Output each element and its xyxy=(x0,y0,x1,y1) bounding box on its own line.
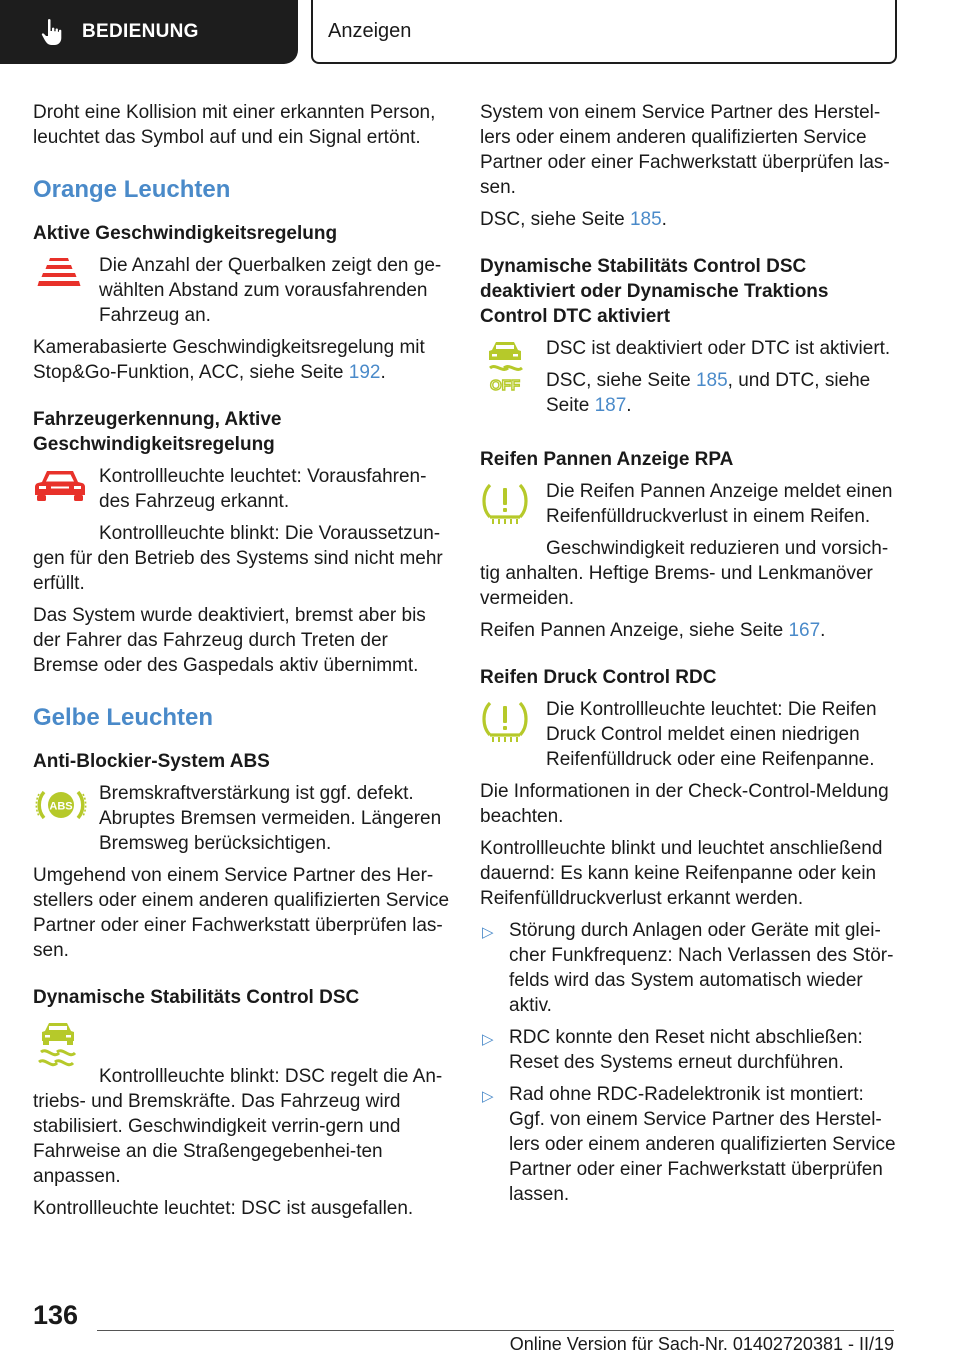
header-topic-tab xyxy=(311,0,897,64)
rdc-description: Die Kontrollleuchte leuchtet: Die Reifen Druck Control meldet einen niedrigen Reifenfülldruck oder eine Reifenpanne. xyxy=(546,699,877,770)
intro-paragraph: Droht eine Kollision mit einer erkannten Person, leuchtet das Symbol auf und ein Signal ertönt. xyxy=(33,102,436,148)
header-section-label: BEDIENUNG xyxy=(82,21,199,42)
footer-version-text: Online Version für Sach-Nr. 01402720381 - II/19 xyxy=(509,1334,894,1354)
rpa-reference: Reifen Pannen Anzeige, siehe Seite 167. xyxy=(480,620,826,641)
dsc-off-icon xyxy=(480,338,530,394)
vehicle-ahead-icon xyxy=(33,466,87,504)
acc-description: Die Anzahl der Querbalken zeigt den ge‐wählten Abstand zum vorausfahrenden Fahrzeug an. xyxy=(99,255,442,326)
rdc-check-control-note: Die Informationen in der Check-Control-Meldung beachten. xyxy=(480,781,889,827)
dsc-off-title: Dynamische Stabilitäts Control DSC deaktiviert oder Dynamische Traktions Control DTC aktiviert xyxy=(480,256,829,327)
vehicle-detection-flashing: Kontrollleuchte blinkt: Die Voraussetzun‐gen für den Betrieb des Systems sind nicht mehr erfüllt. xyxy=(33,523,443,594)
triangle-bullet-icon: ▷ xyxy=(482,1031,494,1048)
page-footer xyxy=(0,1290,960,1362)
header-section-tab xyxy=(0,0,298,64)
header-topic-label: Anzeigen xyxy=(328,19,412,42)
rpa-advice: Geschwindigkeit reduzieren und vorsich‐tig anhalten. Heftige Brems- und Lenkmanöver vermeiden. xyxy=(480,538,889,609)
rdc-cause-list xyxy=(480,918,898,1207)
dsc-failed-note: Kontrollleuchte leuchtet: DSC ist ausgefallen. xyxy=(33,1198,414,1219)
abs-description: Bremskraftverstärkung ist ggf. defekt. Abruptes Bremsen vermeiden. Längeren Bremsweg berücksichtigen. xyxy=(99,783,442,854)
list-item: ▷ Störung durch Anlagen oder Geräte mit glei‐cher Funkfrequenz: Nach Verlassen des Stör‐felds wird das System automatisch wieder aktiv. xyxy=(482,920,894,1016)
vehicle-detection-lit: Kontrollleuchte leuchtet: Vorausfahren‐des Fahrzeug erkannt. xyxy=(99,466,427,512)
rpa-entry xyxy=(480,479,898,536)
acc-page-link[interactable]: 192 xyxy=(348,362,381,383)
dsc-reference: DSC, siehe Seite 185. xyxy=(480,209,667,230)
abs-entry xyxy=(33,781,451,863)
dsc-off-entry xyxy=(480,336,898,425)
tire-pressure-warning-icon xyxy=(480,699,530,745)
dsc-page-link[interactable]: 185 xyxy=(629,209,662,230)
svg-text:OFF: OFF xyxy=(490,377,520,394)
dsc-off-description: DSC ist deaktiviert oder DTC ist aktiviert. xyxy=(546,338,891,359)
acc-entry xyxy=(33,253,451,335)
rdc-entry xyxy=(480,697,898,779)
rdc-flashing-note: Kontrollleuchte blinkt und leuchtet anschließend dauernd: Es kann keine Reifenpanne oder kein Reifenfülldruckverlust erkannt werden. xyxy=(480,838,883,909)
triangle-bullet-icon: ▷ xyxy=(482,924,494,941)
abs-title: Anti-Blockier-System ABS xyxy=(33,751,270,772)
rdc-title: Reifen Druck Control RDC xyxy=(480,667,717,688)
acc-title: Aktive Geschwindigkeitsregelung xyxy=(33,223,338,244)
tire-warning-icon xyxy=(480,481,530,527)
rpa-description: Die Reifen Pannen Anzeige meldet einen Reifenfülldruckverlust in einem Reifen. xyxy=(546,481,893,527)
rpa-page-link[interactable]: 167 xyxy=(788,620,821,641)
dsc-off-page-link-1[interactable]: 185 xyxy=(695,370,728,391)
rpa-title: Reifen Pannen Anzeige RPA xyxy=(480,449,734,470)
left-column xyxy=(33,100,451,1228)
distance-bars-warning-icon xyxy=(33,255,85,289)
dsc-skid-icon xyxy=(33,1019,83,1071)
vehicle-detection-title: Fahrzeugerkennung, Aktive Geschwindigkeitsregelung xyxy=(33,409,282,455)
dsc-description: Kontrollleuchte blinkt: DSC regelt die An‐triebs- und Bremskräfte. Das Fahrzeug wird stabilisiert. Geschwindigkeit verrin‐gern und Fahrweise an die Straßengegebenhei‐ten anpassen. xyxy=(33,1066,443,1187)
page-header xyxy=(0,0,960,66)
list-item: ▷ Rad ohne RDC-Radelektronik ist montiert: Ggf. von einem Service Partner des Herstel‐lers oder einem anderen qualifizierten Service Partner oder einer Fachwerkstatt überprüfen lassen. xyxy=(482,1084,896,1205)
triangle-bullet-icon: ▷ xyxy=(482,1088,494,1105)
vehicle-detection-deactivated: Das System wurde deaktiviert, bremst aber bis der Fahrer das Fahrzeug durch Treten der Bremse oder des Gaspedals aktiv übernimmt. xyxy=(33,605,426,676)
hand-pointer-icon xyxy=(40,18,64,46)
list-item: ▷ RDC konnte den Reset nicht abschließen: Reset des Systems erneut durchführen. xyxy=(482,1027,863,1073)
svg-text:ABS: ABS xyxy=(49,800,73,813)
dsc-off-reference: DSC, siehe Seite 185, und DTC, siehe Seite 187. xyxy=(546,370,871,416)
dsc-off-page-link-2[interactable]: 187 xyxy=(594,395,627,416)
vehicle-detection-entry xyxy=(33,464,451,521)
abs-service-note: Umgehend von einem Service Partner des Her‐stellers oder einem anderen qualifizierten Service Partner oder einer Fachwerkstatt überprüfen las‐sen. xyxy=(33,865,450,961)
section-heading-orange: Orange Leuchten xyxy=(33,176,231,203)
dsc-continued-text: System von einem Service Partner des Herstel‐lers oder einem anderen qualifizierten Service Partner oder einer Fachwerkstatt überprüfen las‐sen. xyxy=(480,102,890,198)
footer-divider xyxy=(97,1330,894,1331)
section-heading-yellow: Gelbe Leuchten xyxy=(33,704,214,731)
abs-warning-icon xyxy=(33,783,89,827)
page-number: 136 xyxy=(33,1300,79,1330)
dsc-entry xyxy=(33,1017,451,1071)
acc-reference: Kamerabasierte Geschwindigkeitsregelung mit Stop&Go-Funktion, ACC, siehe Seite 192. xyxy=(33,337,425,383)
right-column xyxy=(480,100,898,1214)
dsc-title: Dynamische Stabilitäts Control DSC xyxy=(33,987,360,1008)
